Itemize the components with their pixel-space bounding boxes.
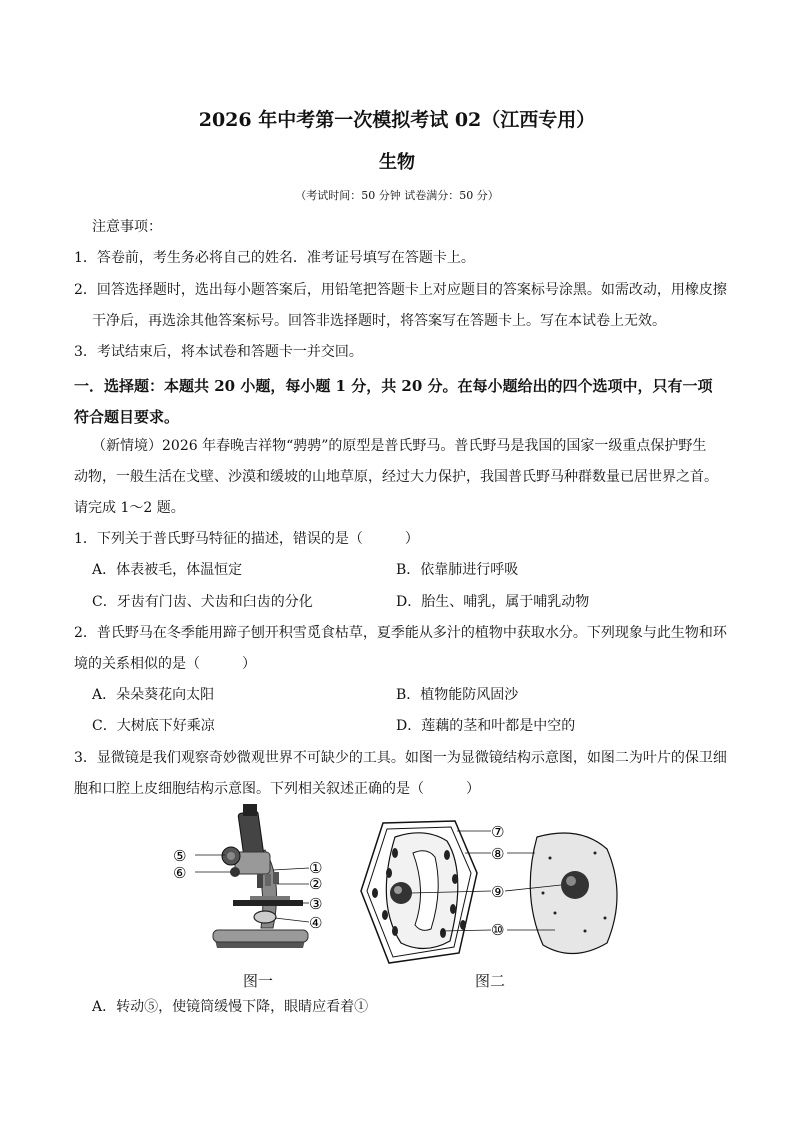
- q1-option-c: C．牙齿有门齿、犬齿和臼齿的分化: [92, 594, 313, 610]
- note-item: 干净后，再选涂其他答案标号。回答非选择题时，将答案写在答题卡上。写在本试卷上无效。: [92, 313, 666, 329]
- label-9: ⑨: [491, 883, 505, 901]
- label-1: ①: [309, 859, 323, 877]
- subject-title: 生物: [379, 152, 415, 173]
- q1-option-d: D．胎生、哺乳，属于哺乳动物: [396, 594, 590, 610]
- label-4: ④: [309, 914, 323, 932]
- question-1-stem: 1．下列关于普氏野马特征的描述，错误的是（ ）: [74, 531, 419, 547]
- question-2-stem-cont: 境的关系相似的是（ ）: [74, 656, 256, 672]
- label-7: ⑦: [491, 823, 505, 841]
- label-6: ⑥: [173, 864, 187, 882]
- figure-1-caption: 图一: [243, 972, 274, 990]
- q2-option-c: C．大树底下好乘凉: [92, 718, 215, 734]
- label-5: ⑤: [173, 847, 187, 865]
- q2-option-a: A．朵朵葵花向太阳: [92, 687, 215, 703]
- q1-option-b: B．依靠肺进行呼吸: [396, 562, 519, 578]
- microscope-figure: [165, 800, 345, 970]
- q2-option-d: D．莲藕的茎和叶都是中空的: [396, 718, 576, 734]
- question-3-stem-cont: 胞和口腔上皮细胞结构示意图。下列相关叙述正确的是（ ）: [74, 781, 480, 797]
- question-3-stem: 3．显微镜是我们观察奇妙微观世界不可缺少的工具。如图一为显微镜结构示意图，如图二为叶片的保卫细: [74, 750, 727, 766]
- q1-option-a: A．体表被毛，体温恒定: [92, 562, 243, 578]
- note-item: 2．回答选择题时，选出每小题答案后，用铅笔把答题卡上对应题目的答案标号涂黑。如需改动，用橡皮擦: [74, 282, 727, 298]
- exam-title: 2026 年中考第一次模拟考试 02（江西专用）: [198, 109, 596, 131]
- notes-heading: 注意事项：: [92, 219, 162, 235]
- question-2-stem: 2．普氏野马在冬季能用蹄子刨开积雪觅食枯草，夏季能从多汁的植物中获取水分。下列现象与此生物和环: [74, 625, 727, 641]
- exam-meta: （考试时间：50 分钟 试卷满分：50 分）: [295, 189, 499, 202]
- q2-option-b: B．植物能防风固沙: [396, 687, 519, 703]
- q3-option-a: A．转动⑤，使镜筒缓慢下降，眼睛应看着①: [92, 999, 369, 1015]
- context-paragraph: 动物，一般生活在戈壁、沙漠和缓坡的山地草原，经过大力保护，我国普氏野马种群数量已居世界之首。: [74, 469, 718, 485]
- figure-2-caption: 图二: [475, 972, 506, 990]
- label-8: ⑧: [491, 845, 505, 863]
- context-paragraph: （新情境）2026 年春晚吉祥物“骋骋”的原型是普氏野马。普氏野马是我国的国家一级重点保护野生: [92, 438, 707, 454]
- label-2: ②: [309, 875, 323, 893]
- section-heading-cont: 符合题目要求。: [74, 408, 180, 426]
- cell-figure: [355, 813, 635, 973]
- label-10: ⑩: [491, 921, 505, 939]
- label-3: ③: [309, 895, 323, 913]
- context-paragraph: 请完成 1～2 题。: [74, 500, 185, 516]
- note-item: 1．答卷前，考生务必将自己的姓名．准考证号填写在答题卡上。: [74, 250, 475, 266]
- section-heading: 一．选择题：本题共 20 小题，每小题 1 分，共 20 分。在每小题给出的四个选项中，只有一项: [74, 377, 713, 395]
- note-item: 3．考试结束后，将本试卷和答题卡一并交回。: [74, 344, 363, 360]
